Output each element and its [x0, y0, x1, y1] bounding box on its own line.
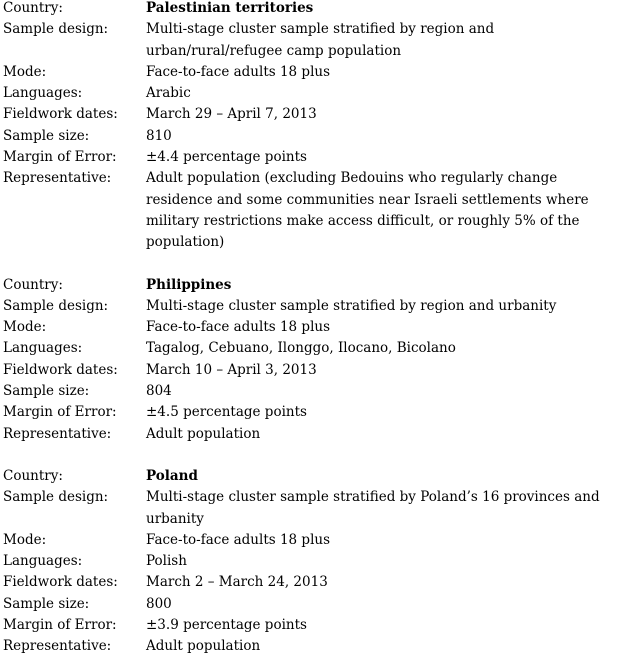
fieldwork-dates-label: Fieldwork dates:	[3, 574, 118, 591]
margin-of-error-value: ±4.4 percentage points	[146, 149, 307, 166]
margin-of-error-label: Margin of Error:	[3, 617, 117, 634]
sample-size-label: Sample size:	[3, 383, 90, 400]
mode-label: Mode:	[3, 63, 47, 80]
country-name: Philippines	[146, 276, 232, 293]
country-section-poland	[0, 466, 620, 658]
sample-size-value: 800	[146, 595, 172, 612]
fieldwork-dates-label: Fieldwork dates:	[3, 361, 118, 378]
sample-size-value: 804	[146, 383, 172, 400]
fieldwork-dates-label: Fieldwork dates:	[3, 106, 118, 123]
sample-size-row	[0, 126, 620, 147]
margin-of-error-row	[0, 147, 620, 168]
fieldwork-dates-row	[0, 104, 620, 125]
mode-value: Face-to-face adults 18 plus	[146, 319, 331, 336]
country-name: Poland	[146, 467, 198, 484]
sample-size-row	[0, 594, 620, 615]
margin-of-error-value: ±3.9 percentage points	[146, 617, 307, 634]
languages-label: Languages:	[3, 340, 83, 357]
mode-value: Face-to-face adults 18 plus	[146, 63, 331, 80]
fieldwork-dates-value: March 2 – March 24, 2013	[146, 574, 328, 591]
country-section-palestinian-territories	[0, 0, 620, 254]
sample-design-value: Multi-stage cluster sample stratified by Poland’s 16 provinces and urbanity	[146, 489, 600, 527]
margin-of-error-label: Margin of Error:	[3, 149, 117, 166]
mode-label: Mode:	[3, 319, 47, 336]
sample-size-row	[0, 381, 620, 402]
mode-row	[0, 62, 620, 83]
sample-design-row	[0, 487, 620, 530]
languages-value: Tagalog, Cebuano, Ilonggo, Ilocano, Bicolano	[146, 340, 456, 357]
mode-label: Mode:	[3, 531, 47, 548]
sample-design-row	[0, 19, 620, 62]
representative-value: Adult population	[146, 638, 261, 655]
sample-design-label: Sample design:	[3, 21, 109, 38]
sample-design-label: Sample design:	[3, 297, 109, 314]
languages-value: Arabic	[146, 85, 191, 102]
fieldwork-dates-row	[0, 360, 620, 381]
languages-value: Polish	[146, 553, 187, 570]
sample-size-label: Sample size:	[3, 595, 90, 612]
mode-row	[0, 317, 620, 338]
margin-of-error-label: Margin of Error:	[3, 404, 117, 421]
fieldwork-dates-value: March 29 – April 7, 2013	[146, 106, 317, 123]
sample-design-label: Sample design:	[3, 489, 109, 506]
representative-value: Adult population (excluding Bedouins who regularly change residence and some communities near Israeli settlements where military restrictions make access difficult, or roughly 5% of the population)	[146, 170, 589, 251]
mode-value: Face-to-face adults 18 plus	[146, 531, 331, 548]
country-name: Palestinian territories	[146, 0, 314, 16]
fieldwork-dates-value: March 10 – April 3, 2013	[146, 361, 317, 378]
representative-label: Representative:	[3, 638, 112, 655]
country-section-philippines	[0, 275, 620, 445]
languages-row	[0, 338, 620, 359]
languages-label: Languages:	[3, 553, 83, 570]
sample-design-row	[0, 296, 620, 317]
representative-label: Representative:	[3, 425, 112, 442]
languages-label: Languages:	[3, 85, 83, 102]
representative-row	[0, 168, 620, 253]
margin-of-error-row	[0, 615, 620, 636]
representative-row	[0, 424, 620, 445]
country-label: Country:	[3, 276, 63, 293]
country-row	[0, 0, 620, 19]
languages-row	[0, 83, 620, 104]
languages-row	[0, 551, 620, 572]
country-row	[0, 275, 620, 296]
representative-value: Adult population	[146, 425, 261, 442]
sample-size-label: Sample size:	[3, 127, 90, 144]
sample-size-value: 810	[146, 127, 172, 144]
country-row	[0, 466, 620, 487]
representative-row	[0, 636, 620, 657]
fieldwork-dates-row	[0, 572, 620, 593]
sample-design-value: Multi-stage cluster sample stratified by region and urban/rural/refugee camp population	[146, 21, 495, 59]
sample-design-value: Multi-stage cluster sample stratified by region and urbanity	[146, 297, 557, 314]
country-label: Country:	[3, 467, 63, 484]
representative-label: Representative:	[3, 170, 112, 187]
country-label: Country:	[3, 0, 63, 16]
margin-of-error-value: ±4.5 percentage points	[146, 404, 307, 421]
margin-of-error-row	[0, 402, 620, 423]
mode-row	[0, 530, 620, 551]
